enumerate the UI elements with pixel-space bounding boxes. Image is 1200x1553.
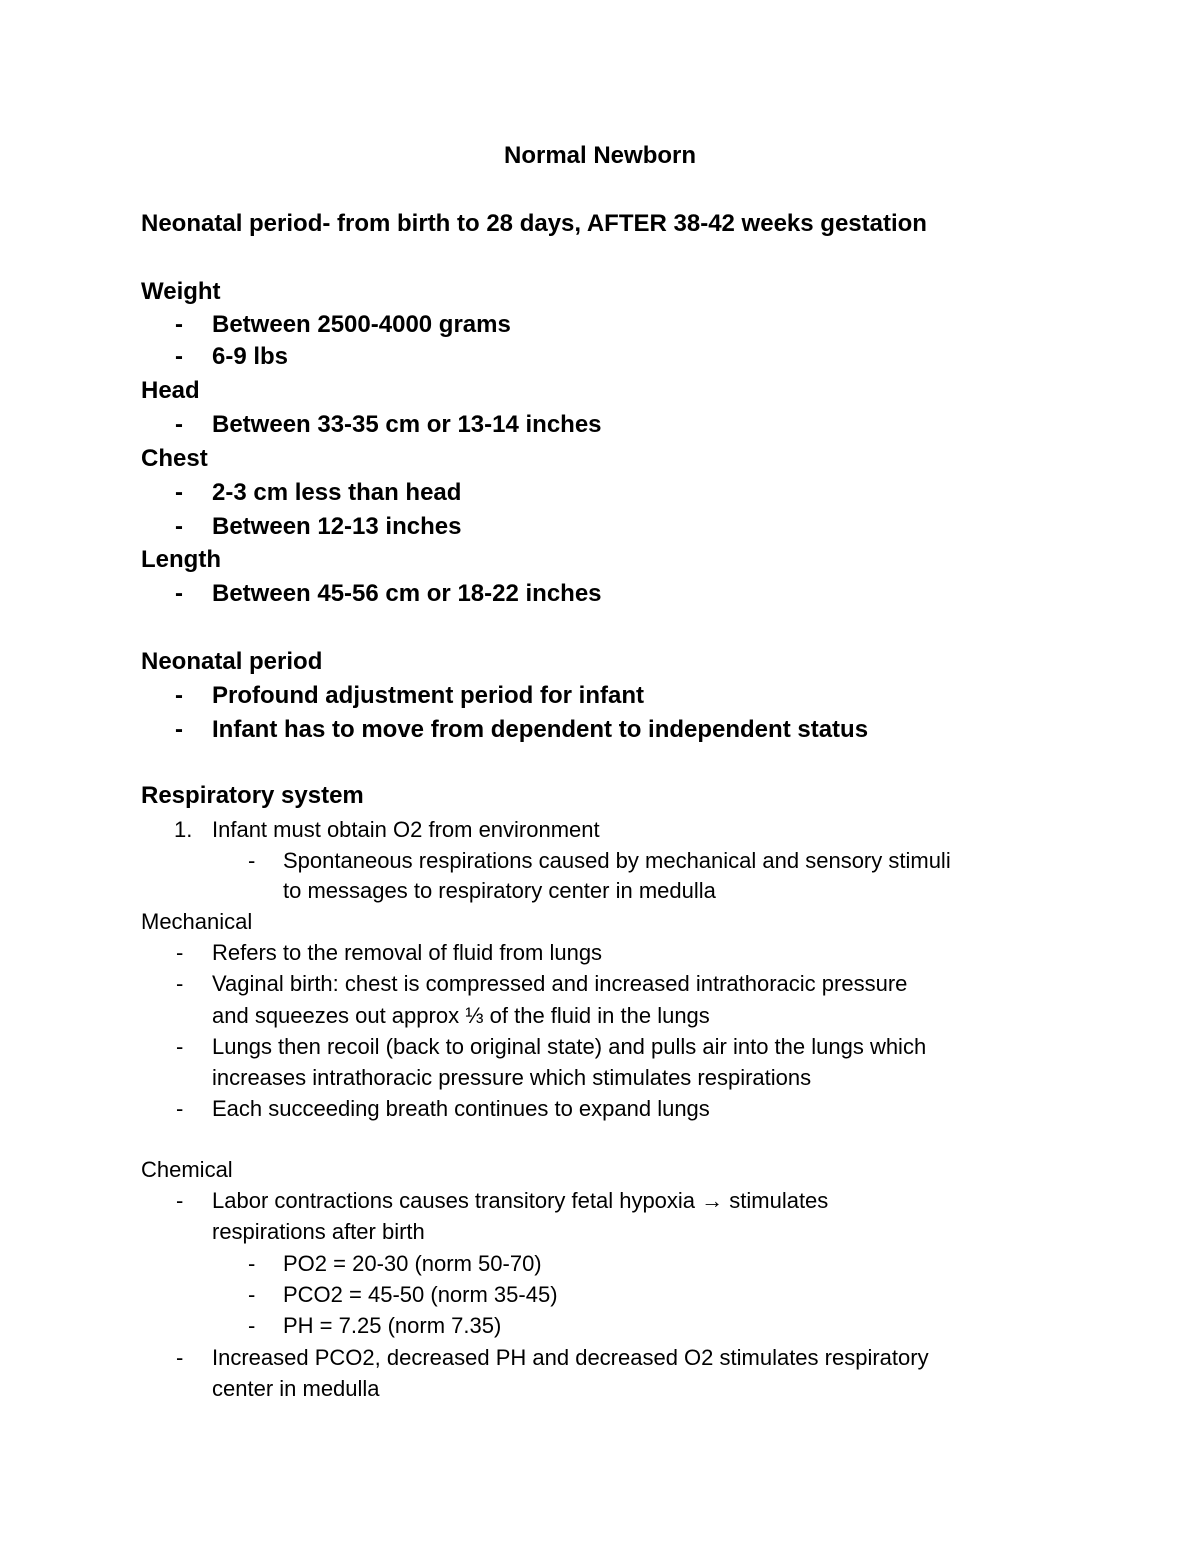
intro-line: Neonatal period- from birth to 28 days, AFTER 38-42 weeks gestation <box>141 210 927 237</box>
mechanical-item: Each succeeding breath continues to expand lungs <box>212 1096 710 1121</box>
bullet-dash: - <box>175 343 183 370</box>
mechanical-item: and squeezes out approx ⅓ of the fluid in the lungs <box>212 1003 710 1028</box>
respiratory-sub-item: Spontaneous respirations caused by mechanical and sensory stimuli <box>283 848 951 873</box>
respiratory-heading: Respiratory system <box>141 782 364 809</box>
bullet-dash: - <box>175 682 183 709</box>
mechanical-item: Refers to the removal of fluid from lungs <box>212 940 603 965</box>
chemical-item: Increased PCO2, decreased PH and decreased O2 stimulates respiratory <box>212 1345 929 1370</box>
bullet-dash: - <box>175 479 183 506</box>
respiratory-item: Infant must obtain O2 from environment <box>212 817 600 842</box>
chemical-sub-item: PO2 = 20-30 (norm 50-70) <box>283 1251 542 1276</box>
chemical-sub-item: PCO2 = 45-50 (norm 35-45) <box>283 1282 558 1307</box>
bullet-dash: - <box>248 1251 256 1276</box>
numbered-marker: 1. <box>174 817 193 842</box>
weight-item: Between 2500-4000 grams <box>212 311 511 338</box>
mechanical-item: increases intrathoracic pressure which stimulates respirations <box>212 1065 812 1090</box>
neonatal-heading: Neonatal period <box>141 648 323 675</box>
bullet-dash: - <box>175 311 183 338</box>
chemical-sub-item: PH = 7.25 (norm 7.35) <box>283 1313 502 1338</box>
respiratory-sub-item: to messages to respiratory center in medulla <box>283 878 716 903</box>
mechanical-heading: Mechanical <box>141 909 253 934</box>
head-item: Between 33-35 cm or 13-14 inches <box>212 411 602 438</box>
bullet-dash: - <box>248 1282 256 1307</box>
weight-item: 6-9 lbs <box>212 343 289 370</box>
chest-item: Between 12-13 inches <box>212 513 462 540</box>
chemical-item: respirations after birth <box>212 1219 425 1244</box>
bullet-dash: - <box>176 1345 184 1370</box>
neonatal-item: Infant has to move from dependent to independent status <box>212 716 869 743</box>
bullet-dash: - <box>175 716 183 743</box>
bullet-dash: - <box>176 971 184 996</box>
chest-item: 2-3 cm less than head <box>212 479 462 506</box>
bullet-dash: - <box>175 411 183 438</box>
neonatal-item: Profound adjustment period for infant <box>212 682 644 709</box>
bullet-dash: - <box>176 1034 184 1059</box>
bullet-dash: - <box>248 848 256 873</box>
document-title: Normal Newborn <box>503 142 697 169</box>
length-heading: Length <box>141 546 221 573</box>
mechanical-item: Vaginal birth: chest is compressed and increased intrathoracic pressure <box>212 971 908 996</box>
bullet-dash: - <box>176 1096 184 1121</box>
length-item: Between 45-56 cm or 18-22 inches <box>212 580 602 607</box>
mechanical-item: Lungs then recoil (back to original state) and pulls air into the lungs which <box>212 1034 927 1059</box>
bullet-dash: - <box>176 1188 184 1213</box>
bullet-dash: - <box>176 940 184 965</box>
chemical-item: center in medulla <box>212 1376 380 1401</box>
chemical-heading: Chemical <box>141 1157 233 1182</box>
head-heading: Head <box>141 377 200 404</box>
bullet-dash: - <box>175 513 183 540</box>
bullet-dash: - <box>175 580 183 607</box>
chest-heading: Chest <box>141 445 208 472</box>
chemical-item: Labor contractions causes transitory fetal hypoxia → stimulates <box>212 1188 829 1213</box>
weight-heading: Weight <box>141 278 221 305</box>
bullet-dash: - <box>248 1313 256 1338</box>
